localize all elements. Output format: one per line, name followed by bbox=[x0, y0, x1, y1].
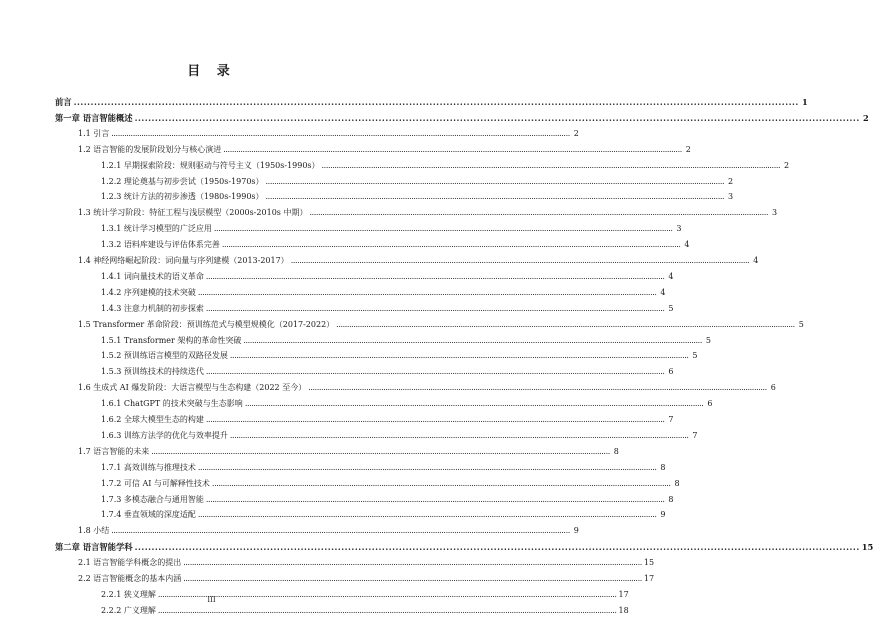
toc-entry-label: 2.2 语言智能概念的基本内涵 bbox=[78, 574, 182, 583]
toc-subsection-entry[interactable] bbox=[101, 430, 698, 441]
toc-subsection-entry[interactable] bbox=[101, 160, 790, 171]
toc-subsection-entry[interactable] bbox=[101, 399, 713, 409]
toc-leader-dots bbox=[206, 304, 665, 314]
toc-leader-dots bbox=[266, 192, 725, 202]
toc-leader-dots bbox=[309, 208, 768, 218]
toc-chapter-entry[interactable] bbox=[55, 542, 873, 553]
toc-entry-page-number: 5 bbox=[668, 303, 674, 313]
toc-leader-dots bbox=[206, 415, 665, 425]
toc-entry-page-number: 2 bbox=[862, 112, 869, 123]
toc-subsection-entry[interactable] bbox=[101, 271, 674, 282]
toc-entry-page-number: 17 bbox=[643, 574, 655, 583]
toc-entry-page-number: 17 bbox=[618, 589, 629, 599]
toc-entry-page-number: 1 bbox=[801, 97, 808, 107]
toc-leader-dots bbox=[135, 542, 860, 552]
toc-subsection-entry[interactable] bbox=[101, 224, 682, 234]
toc-section-entry[interactable] bbox=[78, 208, 778, 218]
toc-leader-dots bbox=[158, 606, 617, 616]
toc-leader-dots bbox=[291, 256, 750, 266]
toc-subsection-entry[interactable] bbox=[101, 240, 690, 250]
toc-entry-label: 1.1 引言 bbox=[78, 128, 110, 138]
toc-entry-label: 1.6.1 ChatGPT 的技术突破与生态影响 bbox=[101, 399, 243, 409]
toc-leader-dots bbox=[212, 479, 671, 489]
toc-entry-page-number: 3 bbox=[728, 192, 734, 202]
toc-entry-label: 1.5 Transformer 革命阶段：预训练范式与模型规模化（2017-2022） bbox=[78, 319, 335, 329]
toc-entry-page-number: 15 bbox=[643, 558, 655, 568]
page-title: 目 录 bbox=[187, 64, 236, 79]
toc-leader-dots bbox=[308, 383, 767, 393]
toc-entry-label: 1.4.2 序列建模的技术突破 bbox=[101, 287, 196, 297]
toc-entry-page-number: 8 bbox=[613, 446, 619, 456]
toc-leader-dots bbox=[198, 463, 657, 473]
toc-entry-page-number: 2 bbox=[573, 128, 579, 138]
toc-chapter-entry[interactable] bbox=[55, 112, 869, 123]
toc-entry-page-number: 5 bbox=[798, 319, 804, 329]
toc-entry-page-number: 18 bbox=[618, 605, 629, 615]
toc-entry-page-number: 6 bbox=[668, 367, 674, 377]
toc-subsection-entry[interactable] bbox=[101, 335, 711, 346]
toc-leader-dots bbox=[135, 113, 860, 123]
toc-entry-label: 2.2.2 广义理解 bbox=[101, 605, 156, 615]
toc-leader-dots bbox=[151, 447, 610, 457]
toc-leader-dots bbox=[214, 224, 673, 234]
toc-section-entry[interactable] bbox=[78, 446, 619, 457]
toc-entry-page-number: 7 bbox=[692, 430, 698, 440]
toc-entry-page-number: 2 bbox=[784, 160, 790, 170]
toc-leader-dots bbox=[223, 145, 682, 155]
toc-entry-page-number: 7 bbox=[668, 415, 674, 424]
toc-entry-label: 1.7 语言智能的未来 bbox=[78, 446, 150, 456]
toc-leader-dots bbox=[245, 399, 704, 409]
toc-entry-label: 1.6.3 训练方法学的优化与效率提升 bbox=[101, 430, 228, 440]
toc-subsection-entry[interactable] bbox=[101, 367, 674, 377]
toc-leader-dots bbox=[206, 272, 665, 282]
toc-leader-dots bbox=[74, 97, 799, 107]
toc-entry-label: 1.2.3 统计方法的初步渗透（1980s-1990s） bbox=[101, 192, 264, 202]
toc-section-entry[interactable] bbox=[78, 558, 655, 568]
toc-subsection-entry[interactable] bbox=[101, 351, 698, 361]
toc-entry-label: 2.2.1 狭义理解 bbox=[101, 589, 156, 599]
toc-entry-page-number: 3 bbox=[771, 208, 778, 218]
toc-subsection-entry[interactable] bbox=[101, 415, 674, 425]
toc-entry-page-number: 4 bbox=[660, 287, 666, 297]
toc-entry-label: 1.2 语言智能的发展阶段划分与核心演进 bbox=[78, 144, 222, 154]
toc-leader-dots bbox=[230, 431, 689, 441]
toc-leader-dots bbox=[322, 161, 781, 171]
toc-entry-label: 1.8 小结 bbox=[78, 526, 110, 536]
toc-leader-dots bbox=[183, 558, 642, 568]
toc-leader-dots bbox=[243, 336, 702, 346]
toc-entry-label: 1.4.1 词向量技术的语义革命 bbox=[101, 271, 204, 281]
toc-section-entry[interactable] bbox=[78, 128, 579, 139]
toc-subsection-entry[interactable] bbox=[101, 287, 666, 298]
toc-entry-label: 1.4 神经网络崛起阶段：词向量与序列建模（2013-2017） bbox=[78, 256, 289, 265]
toc-leader-dots bbox=[206, 367, 665, 377]
toc-subsection-entry[interactable] bbox=[101, 494, 674, 505]
toc-entry-label: 第二章 语言智能学科 bbox=[55, 542, 133, 553]
toc-subsection-entry[interactable] bbox=[101, 510, 666, 520]
toc-entry-label: 1.2.2 理论奠基与初步尝试（1950s-1970s） bbox=[101, 176, 264, 186]
toc-section-entry[interactable] bbox=[78, 526, 579, 536]
toc-entry-label: 2.1 语言智能学科概念的提出 bbox=[78, 558, 182, 568]
toc-entry-label: 第一章 语言智能概述 bbox=[55, 112, 133, 123]
toc-entry-label: 1.3.1 统计学习模型的广泛应用 bbox=[101, 224, 212, 234]
toc-section-entry[interactable] bbox=[78, 144, 691, 155]
toc-subsection-entry[interactable] bbox=[101, 303, 674, 314]
toc-subsection-entry[interactable] bbox=[101, 462, 666, 473]
toc-section-entry[interactable] bbox=[78, 574, 655, 584]
toc-entry-page-number: 5 bbox=[705, 335, 711, 345]
toc-chapter-entry[interactable] bbox=[55, 97, 808, 107]
toc-entry-label: 1.7.2 可信 AI 与可解释性技术 bbox=[101, 478, 210, 488]
toc-section-entry[interactable] bbox=[78, 383, 776, 393]
toc-leader-dots bbox=[336, 320, 795, 330]
toc-entry-label: 1.6.2 全球大模型生态的构建 bbox=[101, 415, 204, 424]
toc-entry-label: 1.7.4 垂直领域的深度适配 bbox=[101, 510, 196, 520]
toc-entry-page-number: 15 bbox=[861, 542, 873, 553]
toc-section-entry[interactable] bbox=[78, 256, 759, 266]
toc-leader-dots bbox=[266, 177, 725, 187]
toc-entry-label: 1.7.1 高效训练与推理技术 bbox=[101, 462, 196, 472]
toc-entry-label: 1.5.2 预训练语言模型的双路径发展 bbox=[101, 351, 228, 361]
toc-entry-page-number: 8 bbox=[668, 494, 674, 504]
toc-entry-label: 1.5.1 Transformer 架构的革命性突破 bbox=[101, 335, 242, 345]
toc-entry-page-number: 6 bbox=[707, 399, 713, 409]
toc-entry-page-number: 5 bbox=[692, 351, 698, 361]
toc-leader-dots bbox=[198, 288, 657, 298]
toc-entry-page-number: 9 bbox=[573, 526, 579, 536]
toc-entry-label: 1.3.2 语料库建设与评估体系完善 bbox=[101, 240, 220, 250]
toc-entry-page-number: 4 bbox=[668, 271, 674, 281]
toc-entry-label: 1.5.3 预训练技术的持续迭代 bbox=[101, 367, 204, 377]
toc-entry-label: 1.6 生成式 AI 爆发阶段：大语言模型与生态构建（2022 至今） bbox=[78, 383, 307, 393]
toc-entry-page-number: 3 bbox=[676, 224, 682, 234]
toc-entry-label: 1.3 统计学习阶段：特征工程与浅层模型（2000s-2010s 中期） bbox=[78, 208, 308, 218]
page-number: III bbox=[207, 596, 216, 604]
toc-entry-label: 1.2.1 早期探索阶段：规则驱动与符号主义（1950s-1990s） bbox=[101, 160, 320, 170]
toc-leader-dots bbox=[111, 526, 570, 536]
toc-leader-dots bbox=[206, 495, 665, 505]
toc-subsection-entry[interactable] bbox=[101, 192, 734, 202]
toc-subsection-entry[interactable] bbox=[101, 605, 629, 616]
toc-leader-dots bbox=[222, 240, 681, 250]
toc-entry-page-number: 2 bbox=[728, 176, 734, 186]
toc-entry-page-number: 9 bbox=[660, 510, 666, 520]
toc-leader-dots bbox=[198, 510, 657, 520]
toc-subsection-entry[interactable] bbox=[101, 176, 734, 187]
toc-entry-page-number: 2 bbox=[685, 144, 691, 154]
toc-leader-dots bbox=[230, 351, 689, 361]
toc-entry-page-number: 4 bbox=[684, 240, 690, 250]
toc-entry-page-number: 8 bbox=[660, 462, 666, 472]
toc-subsection-entry[interactable] bbox=[101, 478, 680, 489]
toc-leader-dots bbox=[111, 129, 570, 139]
toc-entry-page-number: 8 bbox=[674, 478, 680, 488]
toc-entry-label: 1.4.3 注意力机制的初步探索 bbox=[101, 303, 204, 313]
toc-entry-label: 1.7.3 多模态融合与通用智能 bbox=[101, 494, 204, 504]
toc-leader-dots bbox=[183, 574, 642, 584]
toc-section-entry[interactable] bbox=[78, 319, 804, 330]
toc-entry-page-number: 6 bbox=[770, 383, 776, 393]
toc-entry-label: 前言 bbox=[55, 97, 72, 107]
toc-entry-page-number: 4 bbox=[753, 256, 759, 265]
